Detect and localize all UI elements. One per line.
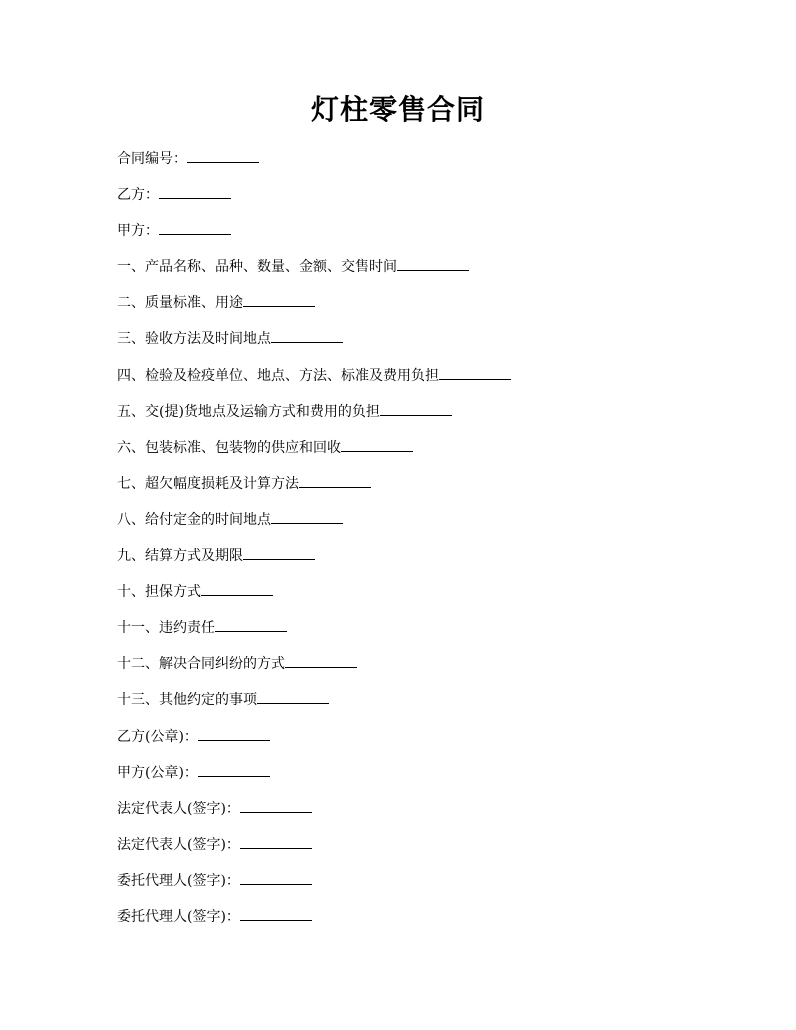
- line-label: 二、质量标准、用途: [117, 295, 243, 312]
- fill-in-blank[interactable]: [271, 509, 343, 524]
- clause-12-line: [117, 652, 737, 688]
- line-label: 五、交(提)货地点及运输方式和费用的负担: [117, 403, 380, 420]
- line-label: 法定代表人(签字)：: [117, 800, 240, 817]
- clause-8-line: [117, 508, 737, 544]
- fill-in-blank[interactable]: [243, 292, 315, 307]
- fill-in-blank[interactable]: [240, 870, 312, 885]
- fill-in-blank[interactable]: [201, 581, 273, 596]
- agent-signature-line: [117, 905, 737, 941]
- line-label: 十一、违约责任: [117, 620, 215, 637]
- fill-in-blank[interactable]: [243, 545, 315, 560]
- fill-in-blank[interactable]: [257, 689, 329, 704]
- contract-clauses: [117, 147, 737, 941]
- party-b-seal-line: [117, 725, 737, 761]
- line-label: 九、结算方式及期限: [117, 548, 243, 565]
- fill-in-blank[interactable]: [439, 365, 511, 380]
- fill-in-blank[interactable]: [285, 653, 357, 668]
- clause-4-line: [117, 364, 737, 400]
- fill-in-blank[interactable]: [240, 834, 312, 849]
- line-label: 八、给付定金的时间地点: [117, 511, 271, 528]
- fill-in-blank[interactable]: [299, 473, 371, 488]
- line-label: 一、产品名称、品种、数量、金额、交售时间: [117, 259, 397, 276]
- party-a-line: [117, 219, 737, 255]
- line-label: 七、超欠幅度损耗及计算方法: [117, 475, 299, 492]
- clause-11-line: [117, 616, 737, 652]
- fill-in-blank[interactable]: [198, 762, 270, 777]
- fill-in-blank[interactable]: [397, 256, 469, 271]
- fill-in-blank[interactable]: [215, 617, 287, 632]
- line-label: 六、包装标准、包装物的供应和回收: [117, 439, 341, 456]
- line-label: 乙方：: [117, 187, 159, 204]
- clause-9-line: [117, 544, 737, 580]
- clause-5-line: [117, 400, 737, 436]
- line-label: 乙方(公章)：: [117, 728, 198, 745]
- fill-in-blank[interactable]: [187, 148, 259, 163]
- fill-in-blank[interactable]: [159, 220, 231, 235]
- line-label: 十三、其他约定的事项: [117, 692, 257, 709]
- line-label: 委托代理人(签字)：: [117, 872, 240, 889]
- fill-in-blank[interactable]: [198, 726, 270, 741]
- clause-10-line: [117, 580, 737, 616]
- contract-number-line: [117, 147, 737, 183]
- line-label: 法定代表人(签字)：: [117, 836, 240, 853]
- party-a-seal-line: [117, 761, 737, 797]
- line-label: 十二、解决合同纠纷的方式: [117, 656, 285, 673]
- line-label: 合同编号：: [117, 151, 187, 167]
- line-label: 甲方：: [117, 223, 159, 240]
- clause-2-line: [117, 291, 737, 327]
- line-label: 甲方(公章)：: [117, 764, 198, 781]
- clause-3-line: [117, 327, 737, 363]
- line-label: 四、检验及检疫单位、地点、方法、标准及费用负担: [117, 367, 439, 384]
- line-label: 委托代理人(签字)：: [117, 908, 240, 925]
- party-b-line: [117, 183, 737, 219]
- fill-in-blank[interactable]: [380, 401, 452, 416]
- agent-signature-line: [117, 869, 737, 905]
- document-title: 灯柱零售合同: [310, 93, 485, 126]
- clause-6-line: [117, 436, 737, 472]
- clause-1-line: [117, 255, 737, 291]
- fill-in-blank[interactable]: [240, 906, 312, 921]
- clause-7-line: [117, 472, 737, 508]
- legal-rep-signature-line: [117, 797, 737, 833]
- line-label: 三、验收方法及时间地点: [117, 331, 271, 348]
- fill-in-blank[interactable]: [159, 184, 231, 199]
- fill-in-blank[interactable]: [271, 328, 343, 343]
- line-label: 十、担保方式: [117, 584, 201, 601]
- fill-in-blank[interactable]: [240, 798, 312, 813]
- legal-rep-signature-line: [117, 833, 737, 869]
- fill-in-blank[interactable]: [341, 437, 413, 452]
- clause-13-line: [117, 688, 737, 724]
